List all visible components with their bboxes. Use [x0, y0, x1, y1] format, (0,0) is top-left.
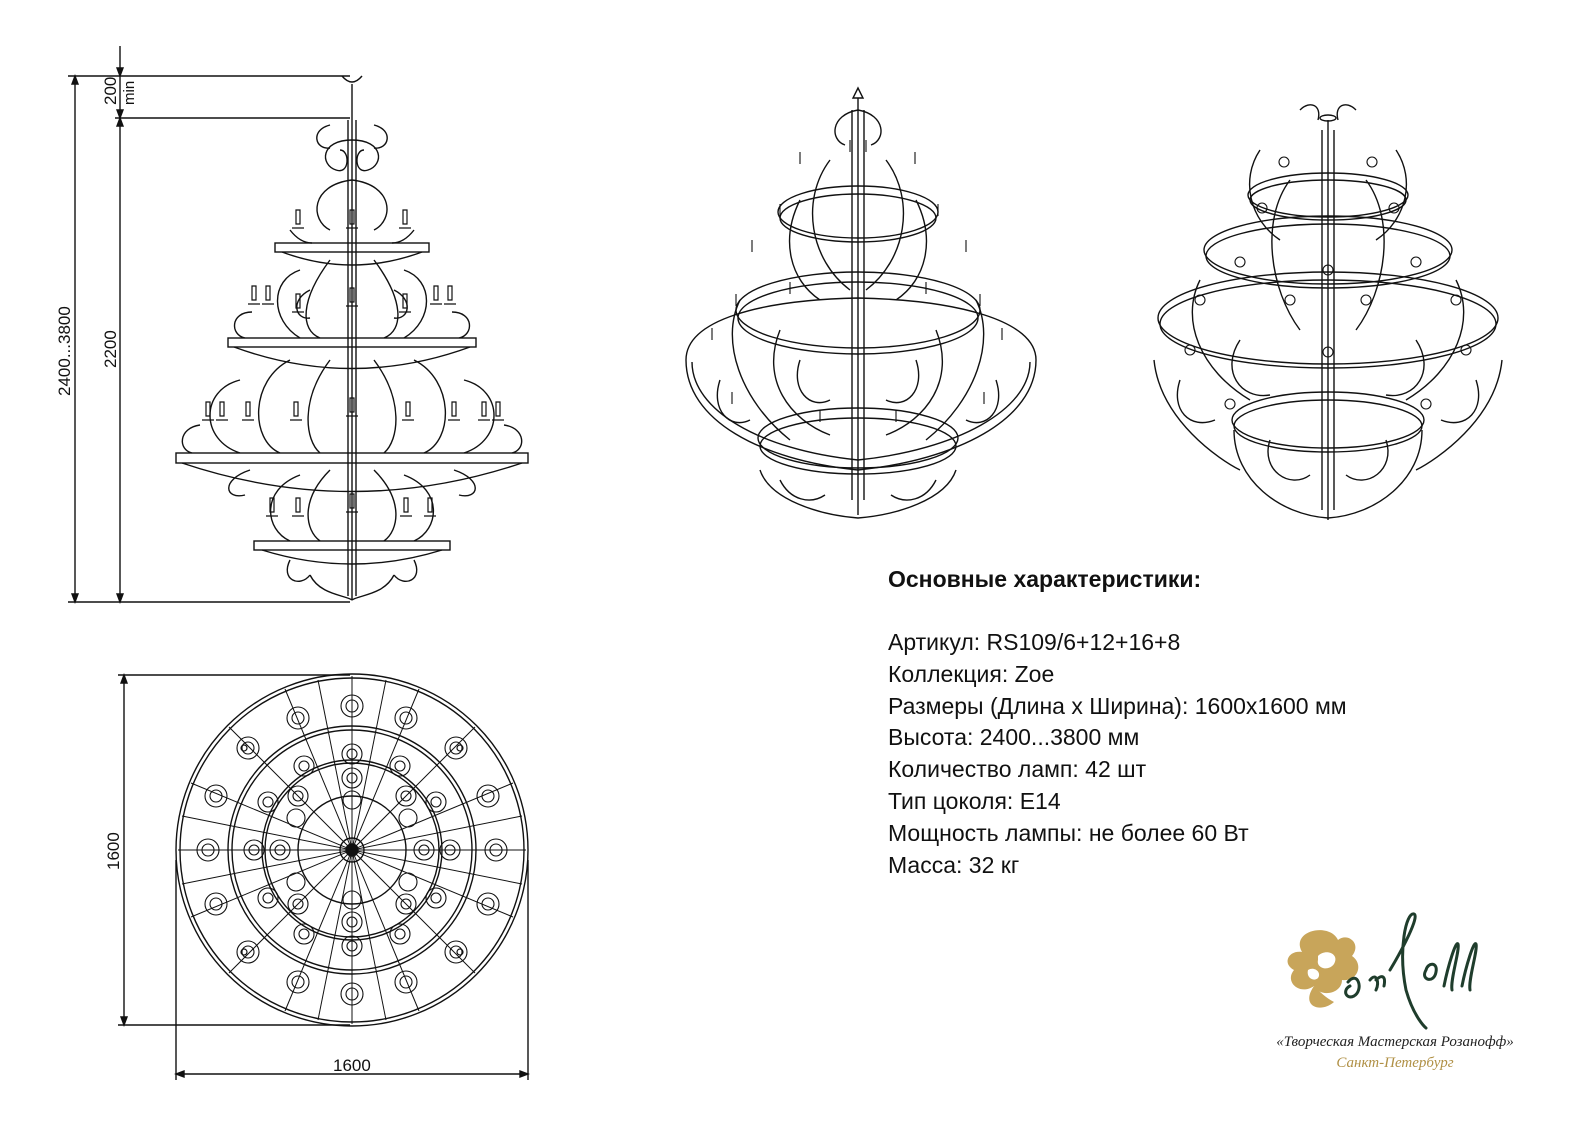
dim-plan-height: 1600: [104, 832, 123, 870]
brand-logo: [1230, 910, 1560, 1085]
spec-weight: Масса: 32 кг: [888, 851, 1020, 878]
perspective-view-2: [1154, 105, 1502, 520]
specs-title: Основные характеристики:: [888, 566, 1202, 592]
plan-view: [118, 674, 528, 1080]
company-name: «Творческая Мастерская Розанофф»: [1276, 1034, 1514, 1050]
spec-height: Высота: 2400...3800 мм: [888, 724, 1140, 751]
spec-dimensions: Размеры (Длина х Ширина): 1600х1600 мм: [888, 692, 1347, 719]
specifications: [888, 566, 1528, 881]
dim-total-height: 2400...3800: [55, 306, 74, 396]
spec-collection: Коллекция: Zoe: [888, 660, 1055, 687]
rose-logo-icon: [1230, 910, 1560, 1030]
spec-lamp-count: Количество ламп: 42 шт: [888, 756, 1147, 783]
company-city: Санкт-Петербург: [1336, 1055, 1454, 1071]
spec-article: Артикул: RS109/6+12+16+8: [888, 629, 1181, 655]
dim-top-gap-unit: min: [121, 80, 138, 105]
dim-top-gap: 200: [101, 76, 120, 105]
spec-socket-type: Тип цоколя: E14: [888, 787, 1061, 814]
perspective-view-1: [686, 88, 1036, 518]
spec-lamp-power: Мощность лампы: не более 60 Вт: [888, 819, 1249, 846]
front-elevation: [176, 76, 528, 600]
dim-plan-width: 1600: [333, 1056, 371, 1075]
dim-body-height: 2200: [101, 330, 120, 368]
